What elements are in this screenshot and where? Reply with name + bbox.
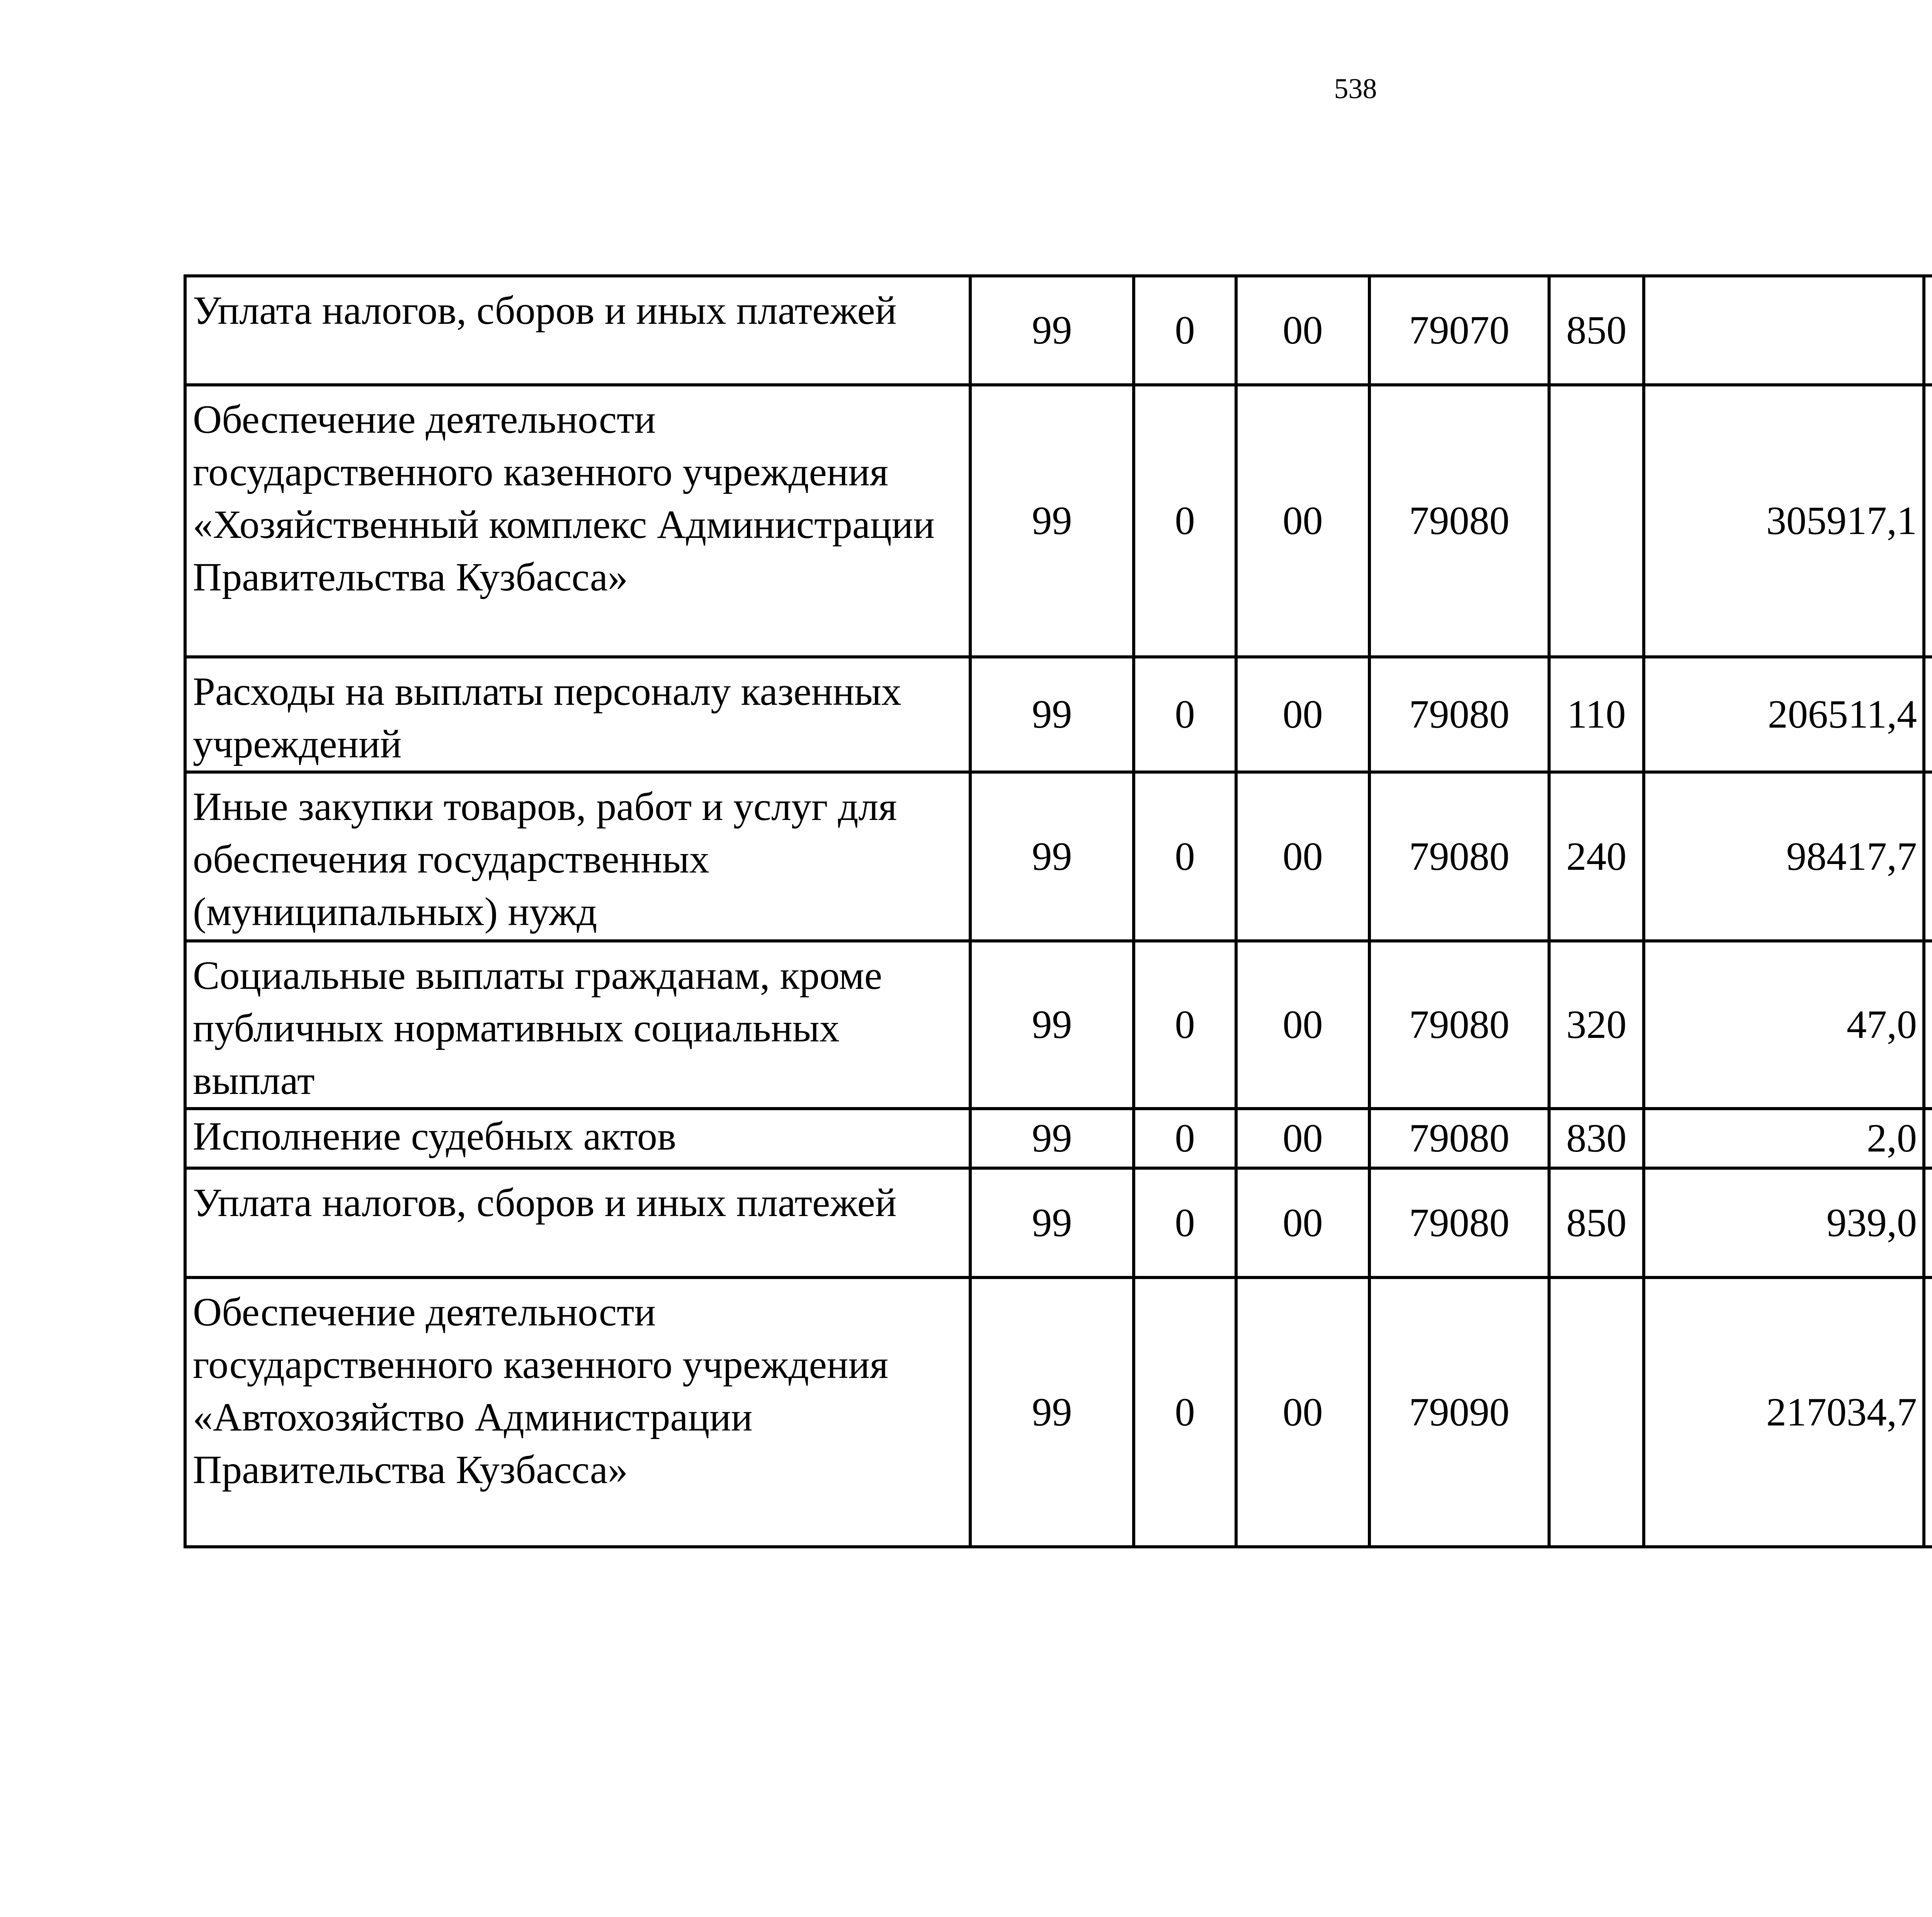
program-code-cell: 99 [970,772,1134,941]
amount-2-cell [1924,276,1932,385]
amount-1-cell [1644,276,1924,385]
program-code-cell: 99 [970,276,1134,385]
expense-name-cell: Обеспечение деятельности государственного казенного учреждения «Автохозяйство Администрации Правительства Кузбасса» [185,1277,970,1547]
subprogram-code-cell: 0 [1134,1277,1236,1547]
amount-2-cell [1924,385,1932,657]
amount-1-cell: 206511,4 [1644,657,1924,772]
expense-kind-code-cell: 830 [1549,1109,1644,1168]
expense-name-cell: Уплата налогов, сборов и иных платежей [185,1168,970,1277]
subprogram-code-cell: 0 [1134,1168,1236,1277]
subprogram-code-cell: 0 [1134,657,1236,772]
direction-code-cell: 79080 [1369,1109,1549,1168]
table-row [185,941,1932,1109]
program-code-cell: 99 [970,1168,1134,1277]
direction-code-cell: 79080 [1369,1168,1549,1277]
expense-name-cell: Исполнение судебных актов [185,1109,970,1168]
main-event-code-cell: 00 [1236,1277,1369,1547]
page-number: 538 [1334,73,1377,105]
table-row [185,1277,1932,1547]
subprogram-code-cell: 0 [1134,1109,1236,1168]
direction-code-cell: 79070 [1369,276,1549,385]
direction-code-cell: 79080 [1369,941,1549,1109]
expense-name-cell: Расходы на выплаты персоналу казенных учреждений [185,657,970,772]
direction-code-cell: 79080 [1369,772,1549,941]
budget-table [184,274,1932,1548]
amount-2-cell [1924,1168,1932,1277]
main-event-code-cell: 00 [1236,941,1369,1109]
amount-1-cell: 939,0 [1644,1168,1924,1277]
direction-code-cell: 79080 [1369,385,1549,657]
expense-name-cell: Социальные выплаты гражданам, кроме публичных нормативных социальных выплат [185,941,970,1109]
expense-kind-code-cell [1549,385,1644,657]
expense-name-cell: Уплата налогов, сборов и иных платежей [185,276,970,385]
table-row [185,276,1932,385]
subprogram-code-cell: 0 [1134,385,1236,657]
expense-kind-code-cell: 320 [1549,941,1644,1109]
main-event-code-cell: 00 [1236,1168,1369,1277]
amount-1-cell: 98417,7 [1644,772,1924,941]
program-code-cell: 99 [970,941,1134,1109]
subprogram-code-cell: 0 [1134,276,1236,385]
main-event-code-cell: 00 [1236,385,1369,657]
amount-2-cell [1924,1277,1932,1547]
expense-kind-code-cell: 850 [1549,1168,1644,1277]
expense-name-cell: Иные закупки товаров, работ и услуг для обеспечения государственных (муниципальных) нужд [185,772,970,941]
subprogram-code-cell: 0 [1134,772,1236,941]
table-row [185,657,1932,772]
amount-2-cell [1924,941,1932,1109]
table-row [185,1109,1932,1168]
program-code-cell: 99 [970,1277,1134,1547]
expense-kind-code-cell: 110 [1549,657,1644,772]
amount-2-cell [1924,772,1932,941]
table-row [185,772,1932,941]
direction-code-cell: 79090 [1369,1277,1549,1547]
amount-2-cell [1924,1109,1932,1168]
program-code-cell: 99 [970,1109,1134,1168]
expense-kind-code-cell: 240 [1549,772,1644,941]
main-event-code-cell: 00 [1236,772,1369,941]
expense-kind-code-cell: 850 [1549,276,1644,385]
subprogram-code-cell: 0 [1134,941,1236,1109]
table-row [185,1168,1932,1277]
program-code-cell: 99 [970,657,1134,772]
program-code-cell: 99 [970,385,1134,657]
table-row [185,385,1932,657]
direction-code-cell: 79080 [1369,657,1549,772]
main-event-code-cell: 00 [1236,657,1369,772]
main-event-code-cell: 00 [1236,276,1369,385]
amount-1-cell: 2,0 [1644,1109,1924,1168]
amount-1-cell: 47,0 [1644,941,1924,1109]
amount-2-cell [1924,657,1932,772]
amount-1-cell: 217034,7 [1644,1277,1924,1547]
main-event-code-cell: 00 [1236,1109,1369,1168]
amount-1-cell: 305917,1 [1644,385,1924,657]
expense-kind-code-cell [1549,1277,1644,1547]
expense-name-cell: Обеспечение деятельности государственного казенного учреждения «Хозяйственный комплекс Администрации Правительства Кузбасса» [185,385,970,657]
